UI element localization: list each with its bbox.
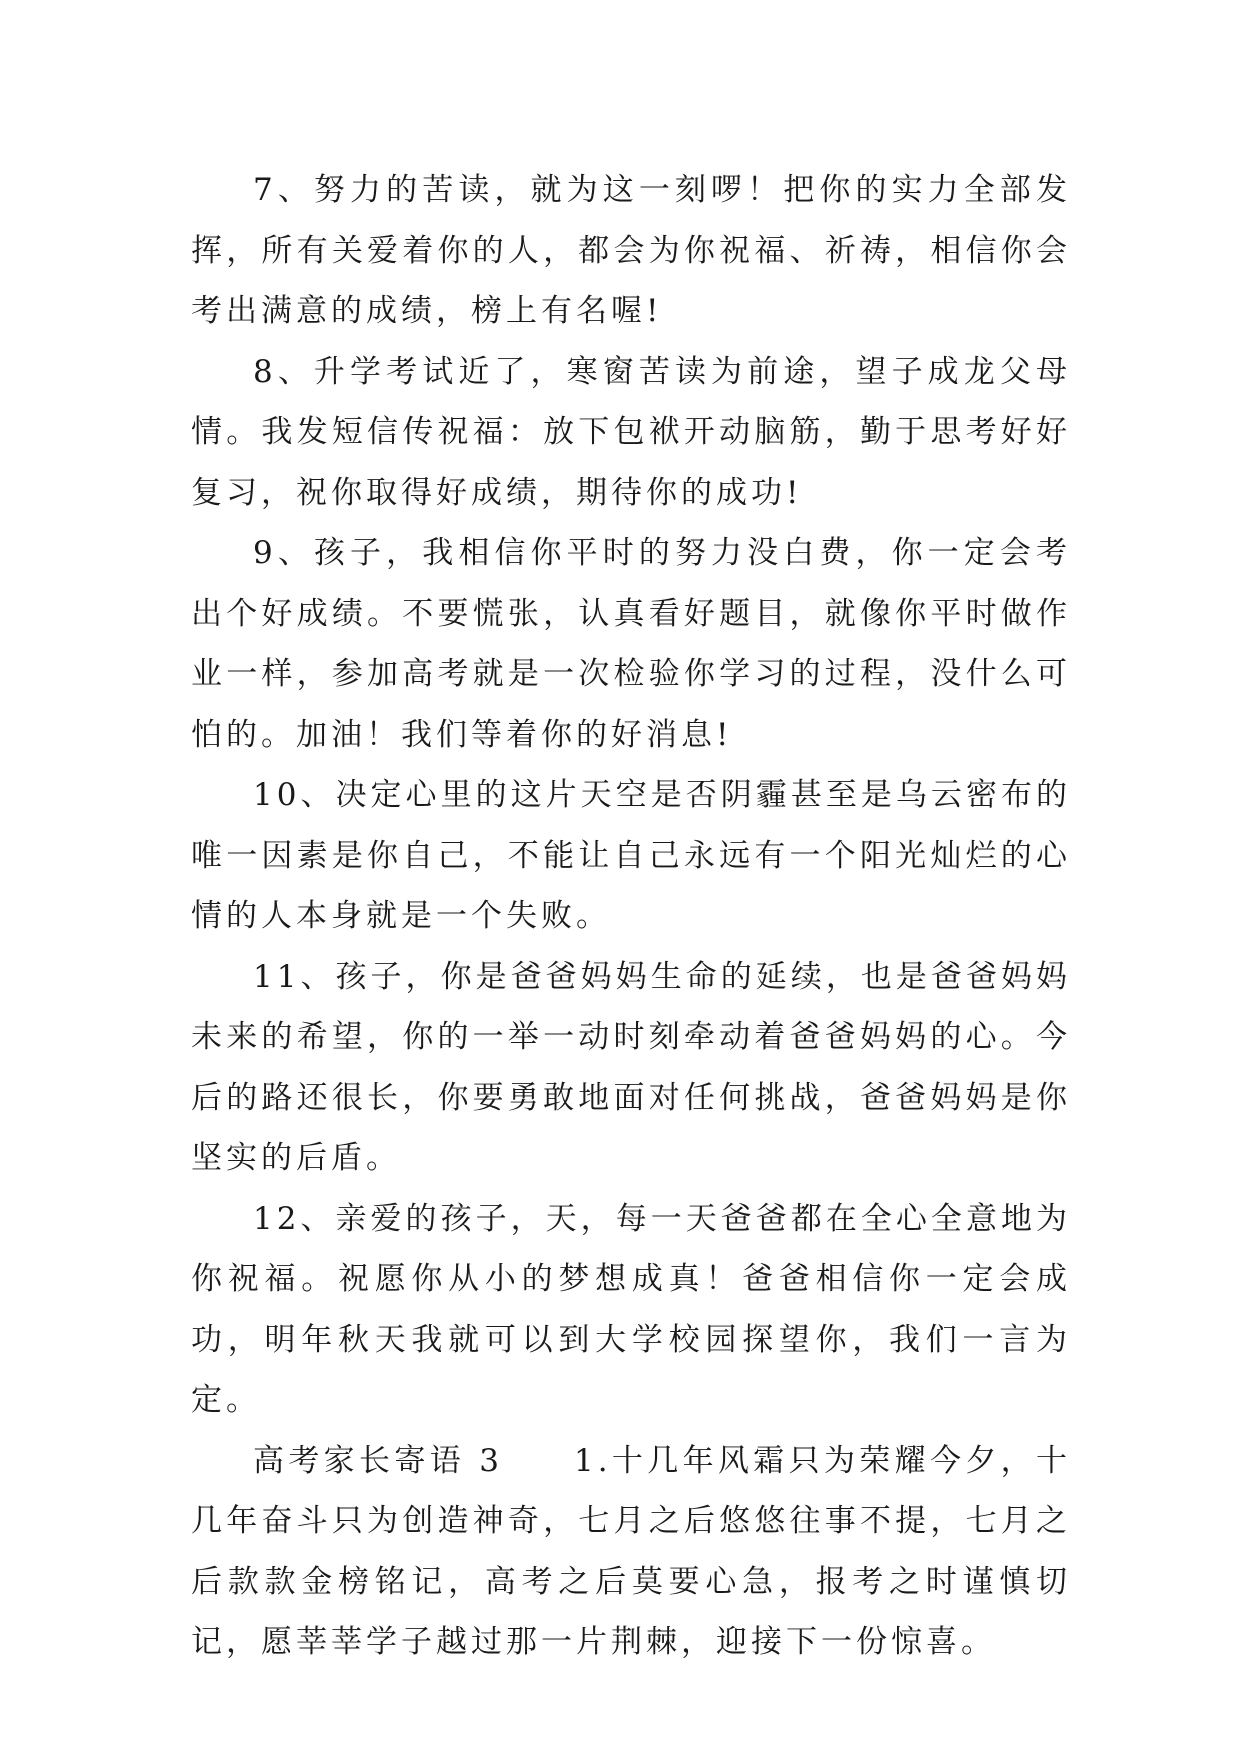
paragraph-11: 11、孩子，你是爸爸妈妈生命的延续，也是爸爸妈妈未来的希望，你的一举一动时刻牵动着爸爸妈妈的心。今后的路还很长，你要勇敢地面对任何挑战，爸爸妈妈是你坚实的后盾。 (191, 958, 1071, 1176)
paragraph-10: 10、决定心里的这片天空是否阴霾甚至是乌云密布的唯一因素是你自己，不能让自己永远有一个阳光灿烂的心情的人本身就是一个失败。 (191, 777, 1071, 934)
paragraph-section-3: 高考家长寄语 3 1.十几年风霜只为荣耀今夕，十几年奋斗只为创造神奇，七月之后悠悠往事不提，七月之后款款金榜铭记，高考之后莫要心急，报考之时谨慎切记，愿莘莘学子越过那一片荆棘，迎接下一份惊喜。 (191, 1442, 1071, 1660)
paragraph-12: 12、亲爱的孩子，天，每一天爸爸都在全心全意地为你祝福。祝愿你从小的梦想成真！爸爸相信你一定会成功，明年秋天我就可以到大学校园探望你，我们一言为定。 (191, 1200, 1071, 1418)
document-body (191, 160, 1071, 1673)
paragraph-9: 9、孩子，我相信你平时的努力没白费，你一定会考出个好成绩。不要慌张，认真看好题目，就像你平时做作业一样，参加高考就是一次检验你学习的过程，没什么可怕的。加油！我们等着你的好消息! (191, 535, 1071, 753)
paragraph-7: 7、努力的苦读，就为这一刻啰！把你的实力全部发挥，所有关爱着你的人，都会为你祝福、祈祷，相信你会考出满意的成绩，榜上有名喔! (191, 172, 1071, 329)
paragraph-8: 8、升学考试近了，寒窗苦读为前途，望子成龙父母情。我发短信传祝福：放下包袱开动脑筋，勤于思考好好复习，祝你取得好成绩，期待你的成功! (191, 353, 1071, 511)
